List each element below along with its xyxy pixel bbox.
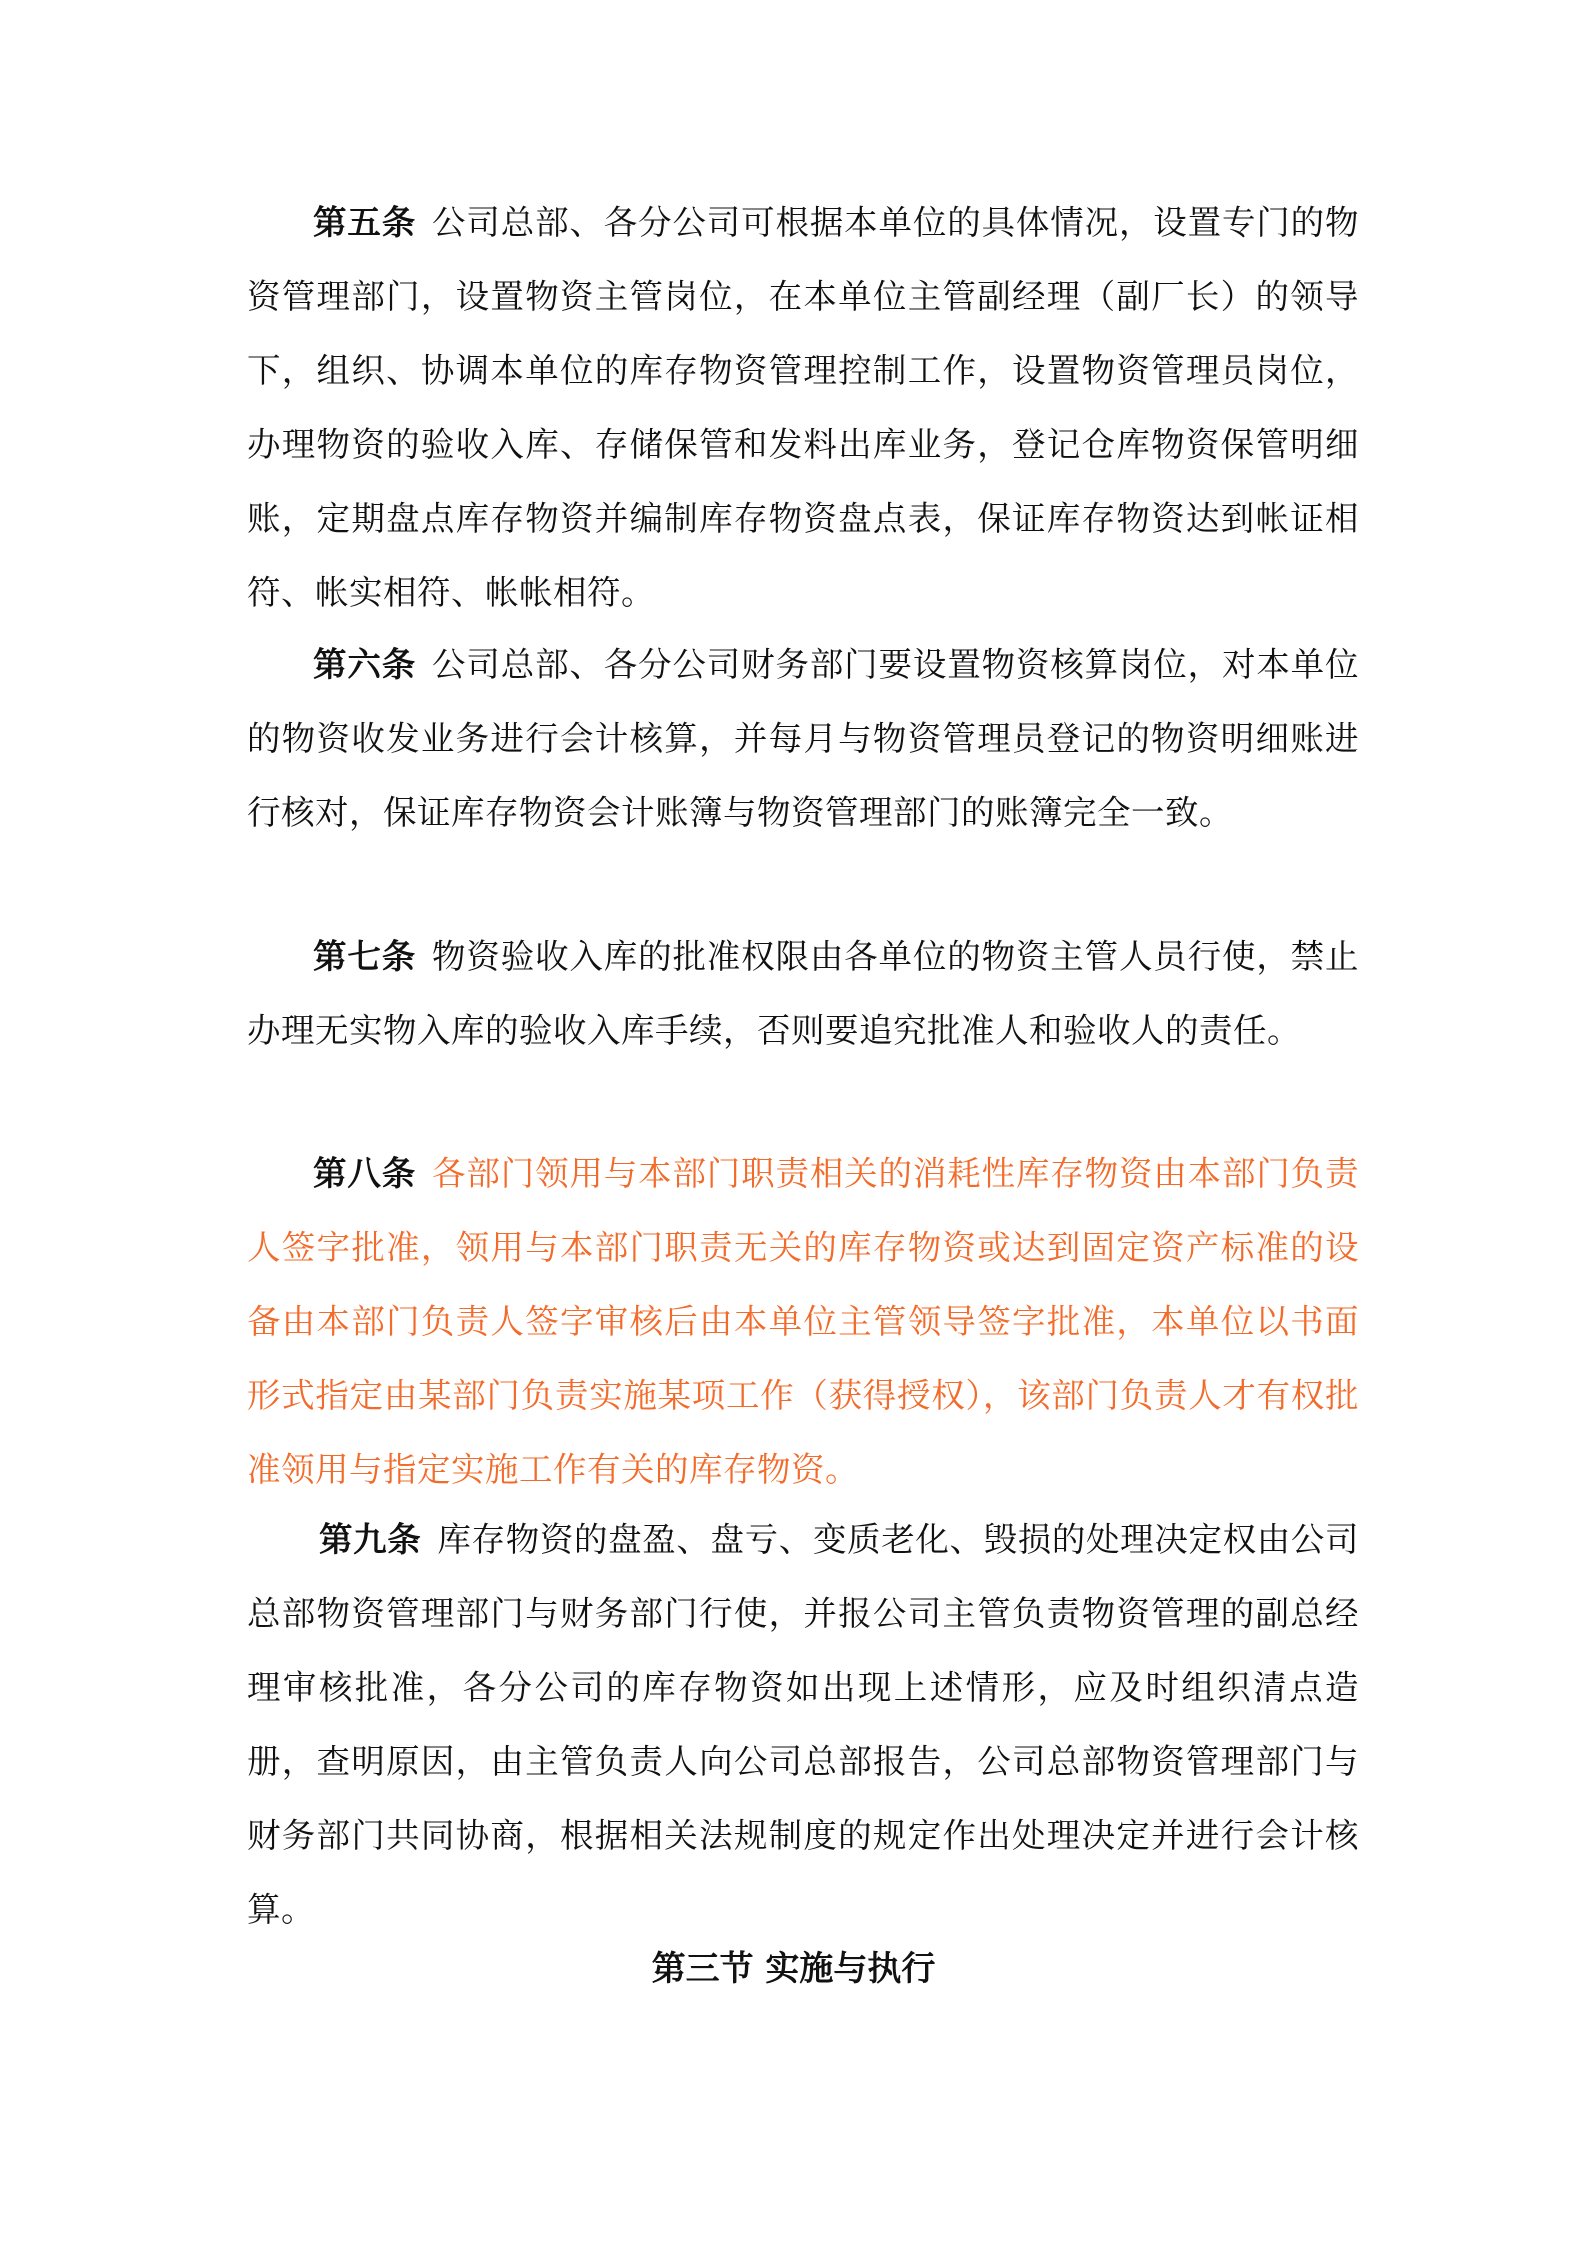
article-7-text: 物资验收入库的批准权限由各单位的物资主管人员行使，禁止办理无实物入库的验收入库手续，否则要追究批准人和验收人的责任。: [247, 937, 1360, 1050]
article-9-label: 第九条: [319, 1520, 422, 1559]
article-9: [247, 1503, 1359, 1947]
article-8-text-highlighted: 各部门领用与本部门职责相关的消耗性库存物资由本部门负责人签字批准，领用与本部门职责无关的库存物资或达到固定资产标准的设备由本部门负责人签字审核后由本单位主管领导签字批准，本单位以书面形式指定由某部门负责实施某项工作（获得授权），该部门负责人才有权批准领用与指定实施工作有关的库存物资。: [247, 1154, 1360, 1489]
article-6: [247, 628, 1359, 850]
article-7-label: 第七条: [313, 937, 417, 976]
article-6-label: 第六条: [313, 645, 417, 684]
article-8-label: 第八条: [313, 1154, 417, 1193]
article-7: [247, 920, 1359, 1068]
article-9-text: 库存物资的盘盈、盘亏、变质老化、毁损的处理决定权由公司总部物资管理部门与财务部门行使，并报公司主管负责物资管理的副总经理审核批准，各分公司的库存物资如出现上述情形，应及时组织清点造册，查明原因，由主管负责人向公司总部报告，公司总部物资管理部门与财务部门共同协商，根据相关法规制度的规定作出处理决定并进行会计核算。: [247, 1520, 1360, 1929]
article-8: [247, 1137, 1359, 1507]
article-5-text: 公司总部、各分公司可根据本单位的具体情况，设置专门的物资管理部门，设置物资主管岗位，在本单位主管副经理（副厂长）的领导下，组织、协调本单位的库存物资管理控制工作，设置物资管理员岗位，办理物资的验收入库、存储保管和发料出库业务，登记仓库物资保管明细账，定期盘点库存物资并编制库存物资盘点表，保证库存物资达到帐证相符、帐实相符、帐帐相符。: [247, 203, 1360, 612]
section-heading: 第三节 实施与执行: [651, 1949, 936, 1989]
article-6-text: 公司总部、各分公司财务部门要设置物资核算岗位，对本单位的物资收发业务进行会计核算，并每月与物资管理员登记的物资明细账进行核对，保证库存物资会计账簿与物资管理部门的账簿完全一致。: [247, 645, 1360, 832]
article-5-label: 第五条: [313, 203, 417, 242]
article-5: [247, 186, 1359, 630]
